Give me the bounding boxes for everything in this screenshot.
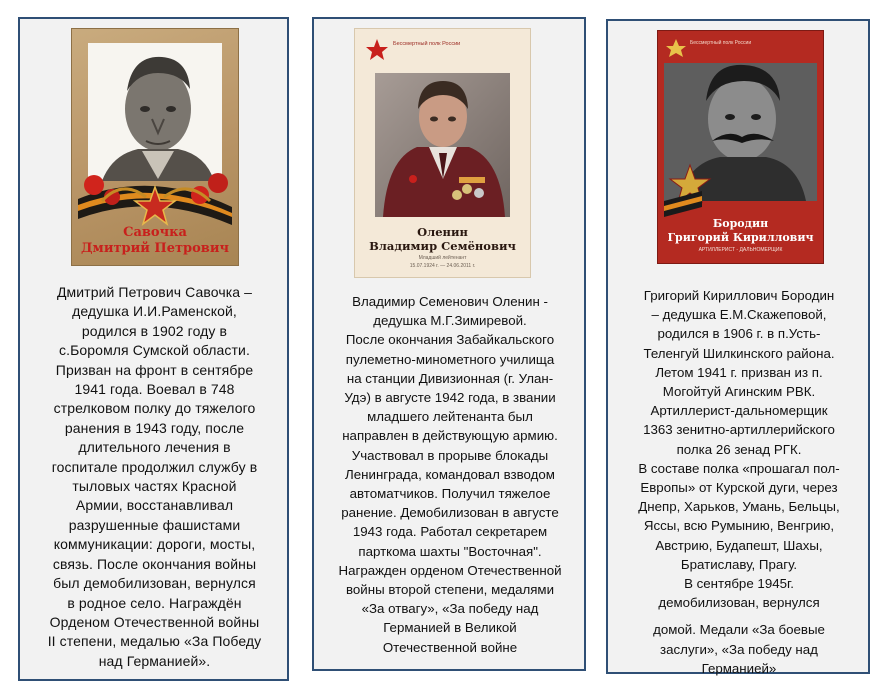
biography-text: Владимир Семенович Оленин - дедушка М.Г.Зимиревой. После окончания Забайкальского пулеметно-минометного училища на станции Дивизионная (г. Улан- Удэ) в августе 1942 года, в звании младшего лейтенанта был направлен в действующую армию. Участвовал в прорыве блокады Ленинграда, командовал взводом автоматчиков. Получил тяжелое ранение. Демобилизован в августе 1943 года. Работал секретарем парткома шахты "Восточная". Награжден орденом Отечественной войны второй степени, медалями «За отвагу», «За победу над Германией в Великой Отечественной войне: [338, 294, 562, 655]
portrait-name-label: Савочка Дмитрий Петрович: [80, 225, 229, 256]
portrait-rank: Младший лейтенант: [418, 255, 467, 261]
portrait-name-label: Оленин Владимир Семёнович: [369, 225, 516, 253]
portrait-header: Бессмертный полк России: [690, 40, 752, 46]
biography-text: Григорий Кириллович Бородин – дедушка Е.М.Скажеповой, родился в 1906 г. в п.Усть- Теленгуй Шилкинского района. Летом 1941 г. призван из п. Могойтуй Агинским РВК. Артиллерист-дальномерщик 1363 зенитно-артиллерийского полка 26 зенад РГК. В составе полка «прошагал пол- Европы» от Курской дуги, через Днепр, Харьков, Умань, Бельцы, Яссы, всю Румынию, Венгрию, Австрию, Будапешт, Шахы, Братиславу, Прагу. В сентябре 1945г. демобилизован, вернулся домой. Медали «За боевые заслуги», «За победу над Германией»: [638, 288, 840, 676]
portrait-savochka: [71, 28, 239, 266]
portrait-name-label: Бородин Григорий Кириллович: [667, 217, 814, 244]
veteran-card-olenin: [312, 17, 586, 671]
veteran-card-borodin: [606, 19, 870, 674]
portrait-dates: 15.07.1924 г. — 24.06.2011 г.: [409, 263, 476, 269]
portrait-header: Бессмертный полк России: [393, 41, 461, 47]
portrait-olenin: [354, 28, 531, 278]
portrait-borodin: [657, 30, 824, 264]
portrait-rank: АРТИЛЛЕРИСТ - ДАЛЬНОМЕРЩИК: [698, 247, 783, 253]
veteran-card-savochka: [18, 17, 289, 681]
biography-text: Дмитрий Петрович Савочка – дедушка И.И.Раменской, родился в 1902 году в с.Боромля Сумской области. Призван на фронт в сентябре 1941 года. Воевал в 748 стрелковом полку до тяжелого ранения в 1943 году, после длительного лечения в госпитале продолжил службу в тыловых частях Красной Армии, восстанавливал разрушенные фашистами коммуникации: дороги, мосты, связь. После окончания войны был демобилизован, вернулся в родное село. Награждён Орденом Отечественной войны II степени, медалью «За Победу над Германией».: [47, 284, 262, 669]
